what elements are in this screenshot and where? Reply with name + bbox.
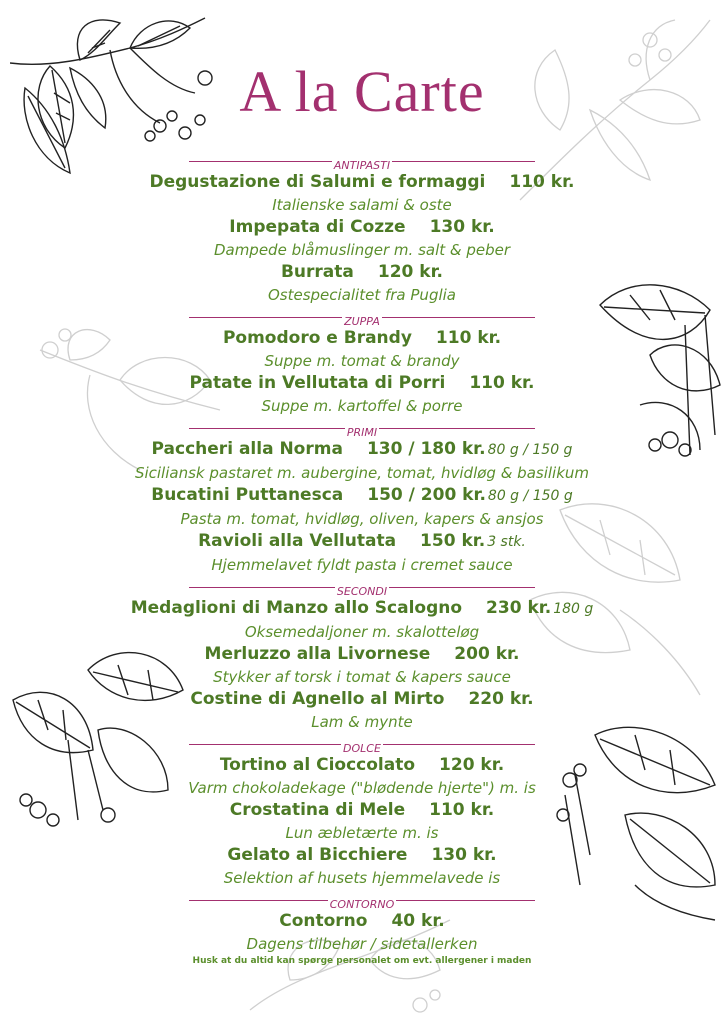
dish-price: 110 kr. [469,373,535,393]
section-header-antipasti [189,154,535,172]
dish-price: 40 kr. [391,911,445,931]
dish-line [0,171,724,194]
dish-name: Costine di Agnello al Mirto [190,689,445,709]
menu-title: A la Carte [239,59,485,124]
dish-name: Contorno [279,911,368,931]
dish-line [0,327,724,350]
dish-portion-note: 3 stk. [487,534,526,550]
section-header-contorno [189,893,535,911]
section-label: PRIMI [346,426,378,439]
section-label: DOLCE [343,742,381,755]
dish-line [0,910,724,933]
dish-name: Crostatina di Mele [229,800,406,820]
dish-description: Dagens tilbehør / sidetallerken [246,935,478,953]
dish-price: 110 kr. [429,800,495,820]
dish-name: Pomodoro e Brandy [222,328,412,348]
dish-price: 120 kr. [377,262,444,282]
menu-list [0,150,724,955]
dish-line [0,484,724,508]
dish-line [0,261,724,284]
dish-line [0,844,724,867]
dish-price: 150 / 200 kr. [367,485,486,505]
dish-line [0,530,724,554]
dish-price: 130 / 180 kr. [366,439,486,459]
dish-price: 200 kr. [454,644,520,664]
section-header-secondi [189,580,535,598]
dish-line [0,643,724,666]
dish-line [0,688,724,711]
dish-name: Patate in Vellutata di Porri [189,373,446,393]
dish-portion-note: 180 g [553,601,594,617]
dish-description: Dampede blåmuslinger m. salt & peber [213,241,511,259]
section-header-zuppa [189,310,535,328]
dish-line [0,754,724,777]
section-label: ZUPPA [344,315,380,328]
dish-description: Italienske salami & oste [272,196,452,214]
dish-name: Impepata di Cozze [229,217,406,237]
dish-name: Tortino al Cioccolato [219,755,416,775]
section-label: ANTIPASTI [333,159,391,172]
dish-description: Siciliansk pastaret m. aubergine, tomat, hvidløg & basilikum [134,464,590,482]
dish-name: Gelato al Bicchiere [227,845,408,865]
section-label: CONTORNO [329,898,395,911]
dish-price: 130 kr. [431,845,497,865]
dish-description: Oksemedaljoner m. skalotteløg [244,623,480,641]
dish-description: Lam & mynte [311,713,413,731]
dish-line [0,799,724,822]
dish-line [0,438,724,462]
dish-price: 230 kr. [486,598,552,618]
dish-description: Hjemmelavet fyldt pasta i cremet sauce [211,556,513,574]
section-header-dolce [189,737,535,755]
dish-price: 110 kr. [435,328,502,348]
dish-name: Ravioli alla Vellutata [198,531,397,551]
dish-name: Degustazione di Salumi e formaggi [149,172,486,192]
section-label: SECONDI [336,585,388,598]
dish-description: Pasta m. tomat, hvidløg, oliven, kapers & ansjos [180,510,544,528]
dish-name: Medaglioni di Manzo allo Scalogno [130,598,463,618]
dish-name: Merluzzo alla Livornese [204,644,431,664]
dish-description: Suppe m. kartoffel & porre [261,397,463,415]
dish-price: 110 kr. [509,172,575,192]
dish-line [0,372,724,395]
dish-description: Varm chokoladekage ("blødende hjerte") m. is [188,779,536,797]
dish-line [0,216,724,239]
section-header-primi [189,421,535,439]
dish-price: 120 kr. [439,755,505,775]
dish-name: Paccheri alla Norma [151,439,343,459]
dish-portion-note: 80 g / 150 g [487,488,573,504]
dish-price: 130 kr. [429,217,495,237]
dish-price: 220 kr. [468,689,534,709]
dish-description: Ostespecialitet fra Puglia [267,286,456,304]
dish-portion-note: 80 g / 150 g [487,442,573,458]
allergen-notice: Husk at du altid kan spørge personalet om evt. allergener i maden [192,956,532,966]
dish-description: Stykker af torsk i tomat & kapers sauce [213,668,511,686]
dish-description: Lun æbletærte m. is [285,824,439,842]
dish-description: Suppe m. tomat & brandy [264,352,460,370]
dish-name: Burrata [280,262,354,282]
dish-name: Bucatini Puttanesca [151,485,344,505]
dish-line [0,597,724,621]
dish-price: 150 kr. [420,531,486,551]
dish-description: Selektion af husets hjemmelavede is [223,869,501,887]
